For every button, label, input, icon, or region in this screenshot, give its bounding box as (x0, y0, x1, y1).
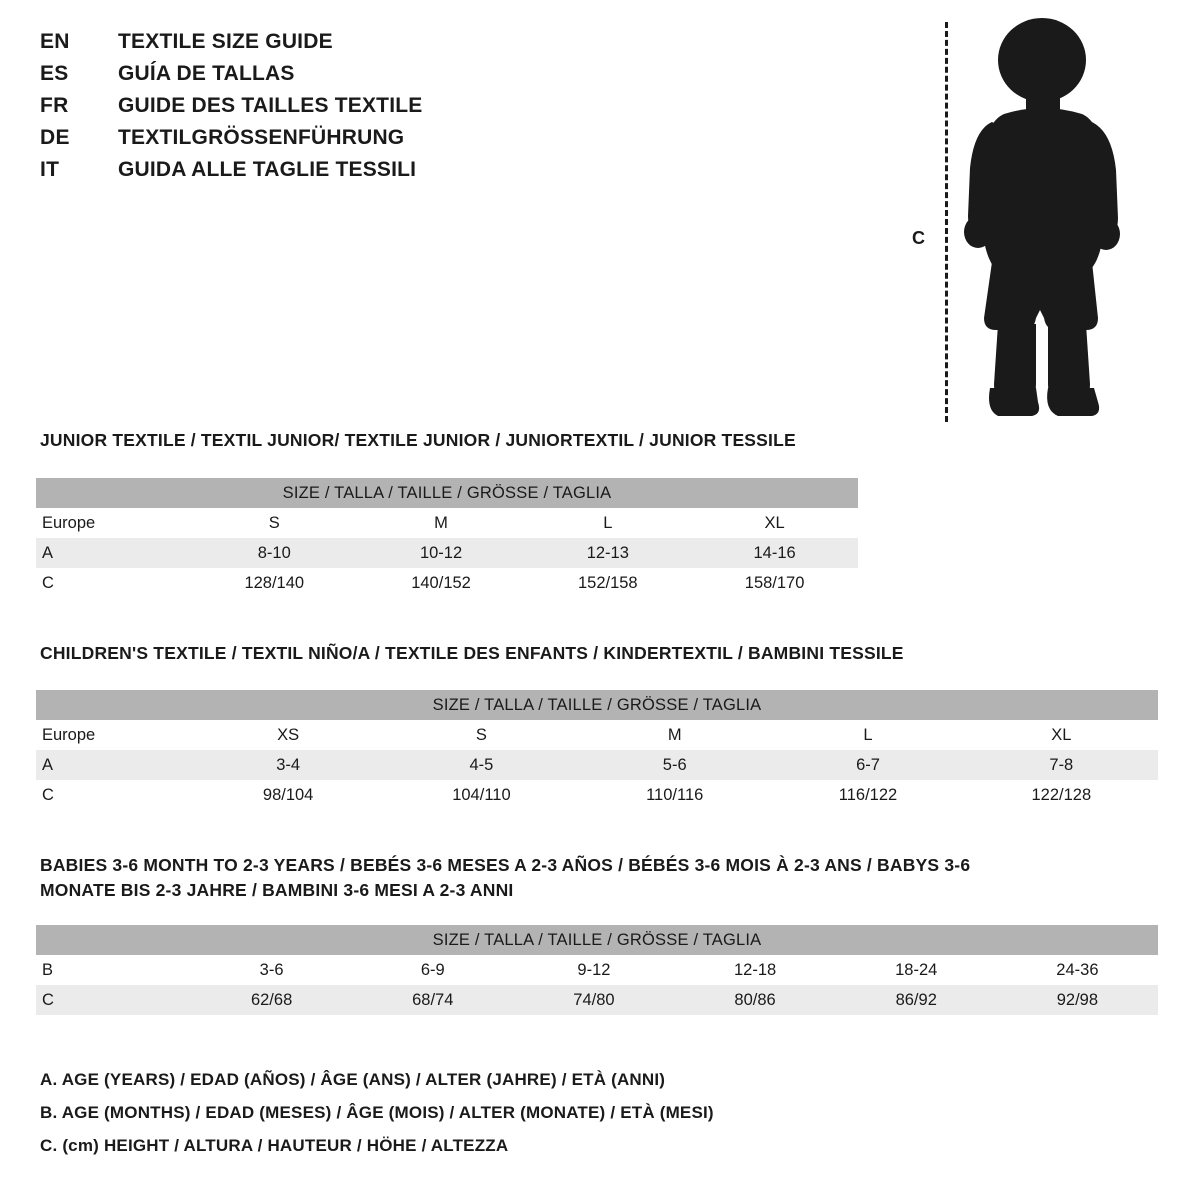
height-measure-figure (900, 10, 1160, 430)
babies-band-label: SIZE / TALLA / TAILLE / GRÖSSE / TAGLIA (36, 925, 1158, 955)
babies-c-3: 80/86 (675, 985, 836, 1015)
children-c-3: 116/122 (771, 780, 964, 810)
babies-row-c-label: C (36, 985, 191, 1015)
legend-line-c: C. (cm) HEIGHT / ALTURA / HAUTEUR / HÖHE / ALTEZZA (40, 1136, 509, 1156)
babies-b-5: 24-36 (997, 955, 1158, 985)
children-a-0: 3-4 (192, 750, 385, 780)
children-c-2: 110/116 (578, 780, 771, 810)
table-row (36, 780, 1158, 810)
language-title-de: TEXTILGRÖSSENFÜHRUNG (118, 126, 405, 149)
children-a-4: 7-8 (965, 750, 1158, 780)
language-title-block (40, 30, 600, 190)
table-row (36, 955, 1158, 985)
section-heading-junior: JUNIOR TEXTILE / TEXTIL JUNIOR/ TEXTILE JUNIOR / JUNIORTEXTIL / JUNIOR TESSILE (40, 430, 796, 450)
children-europe-2: M (578, 720, 771, 750)
babies-b-2: 9-12 (513, 955, 674, 985)
junior-europe-2: L (524, 508, 691, 538)
children-size-table (36, 690, 1158, 810)
junior-c-1: 140/152 (358, 568, 525, 598)
language-title-en: TEXTILE SIZE GUIDE (118, 30, 333, 53)
language-row (40, 158, 600, 190)
children-row-c-label: C (36, 780, 192, 810)
table-row (36, 568, 858, 598)
language-code-es: ES (40, 62, 69, 85)
children-c-1: 104/110 (385, 780, 578, 810)
legend-line-a: A. AGE (YEARS) / EDAD (AÑOS) / ÂGE (ANS) / ALTER (JAHRE) / ETÀ (ANNI) (40, 1070, 666, 1089)
junior-a-1: 10-12 (358, 538, 525, 568)
children-row-a-label: A (36, 750, 192, 780)
table-band-row (36, 925, 1158, 955)
legend-block (40, 1063, 1140, 1162)
children-europe-3: L (771, 720, 964, 750)
language-row (40, 30, 600, 62)
section-heading-children: CHILDREN'S TEXTILE / TEXTIL NIÑO/A / TEXTILE DES ENFANTS / KINDERTEXTIL / BAMBINI TESSILE (40, 643, 904, 663)
table-row (36, 508, 858, 538)
junior-band-label: SIZE / TALLA / TAILLE / GRÖSSE / TAGLIA (36, 478, 858, 508)
babies-b-1: 6-9 (352, 955, 513, 985)
language-title-fr: GUIDE DES TAILLES TEXTILE (118, 94, 423, 117)
junior-a-0: 8-10 (191, 538, 358, 568)
language-row (40, 94, 600, 126)
children-europe-0: XS (192, 720, 385, 750)
junior-europe-3: XL (691, 508, 858, 538)
table-band-row (36, 690, 1158, 720)
junior-a-3: 14-16 (691, 538, 858, 568)
language-code-en: EN (40, 30, 70, 53)
children-a-1: 4-5 (385, 750, 578, 780)
children-a-3: 6-7 (771, 750, 964, 780)
junior-row-a-label: A (36, 538, 191, 568)
language-title-it: GUIDA ALLE TAGLIE TESSILI (118, 158, 417, 181)
junior-row-c-label: C (36, 568, 191, 598)
babies-c-0: 62/68 (191, 985, 352, 1015)
junior-c-3: 158/170 (691, 568, 858, 598)
children-europe-1: S (385, 720, 578, 750)
junior-a-2: 12-13 (524, 538, 691, 568)
babies-row-b-label: B (36, 955, 191, 985)
language-title-es: GUÍA DE TALLAS (118, 62, 295, 85)
language-code-fr: FR (40, 94, 69, 117)
children-c-4: 122/128 (965, 780, 1158, 810)
table-row (36, 720, 1158, 750)
section-heading-babies: BABIES 3-6 MONTH TO 2-3 YEARS / BEBÉS 3-6 MESES A 2-3 AÑOS / BÉBÉS 3-6 MOIS À 2-3 ANS / BABYS 3-6 MONATE BIS 2-3 JAHRE / BAMBINI 3-6 MESI A 2-3 ANNI (40, 855, 971, 901)
language-row (40, 62, 600, 94)
babies-c-2: 74/80 (513, 985, 674, 1015)
table-row (36, 750, 1158, 780)
language-code-it: IT (40, 158, 60, 181)
children-c-0: 98/104 (192, 780, 385, 810)
babies-size-table (36, 925, 1158, 1015)
children-a-2: 5-6 (578, 750, 771, 780)
junior-row-europe-label: Europe (36, 508, 191, 538)
babies-c-4: 86/92 (836, 985, 997, 1015)
table-band-row (36, 478, 858, 508)
babies-b-3: 12-18 (675, 955, 836, 985)
junior-europe-1: M (358, 508, 525, 538)
children-row-europe-label: Europe (36, 720, 192, 750)
table-row (36, 538, 858, 568)
junior-europe-0: S (191, 508, 358, 538)
language-code-de: DE (40, 126, 70, 149)
babies-b-0: 3-6 (191, 955, 352, 985)
junior-size-table (36, 478, 858, 598)
junior-c-2: 152/158 (524, 568, 691, 598)
junior-c-0: 128/140 (191, 568, 358, 598)
child-silhouette-icon (940, 18, 1140, 428)
legend-line-b: B. AGE (MONTHS) / EDAD (MESES) / ÂGE (MOIS) / ALTER (MONATE) / ETÀ (MESI) (40, 1103, 714, 1123)
table-row (36, 985, 1158, 1015)
children-europe-4: XL (965, 720, 1158, 750)
children-band-label: SIZE / TALLA / TAILLE / GRÖSSE / TAGLIA (36, 690, 1158, 720)
babies-c-5: 92/98 (997, 985, 1158, 1015)
measure-label-c: C (912, 228, 925, 248)
babies-b-4: 18-24 (836, 955, 997, 985)
language-row (40, 126, 600, 158)
babies-c-1: 68/74 (352, 985, 513, 1015)
